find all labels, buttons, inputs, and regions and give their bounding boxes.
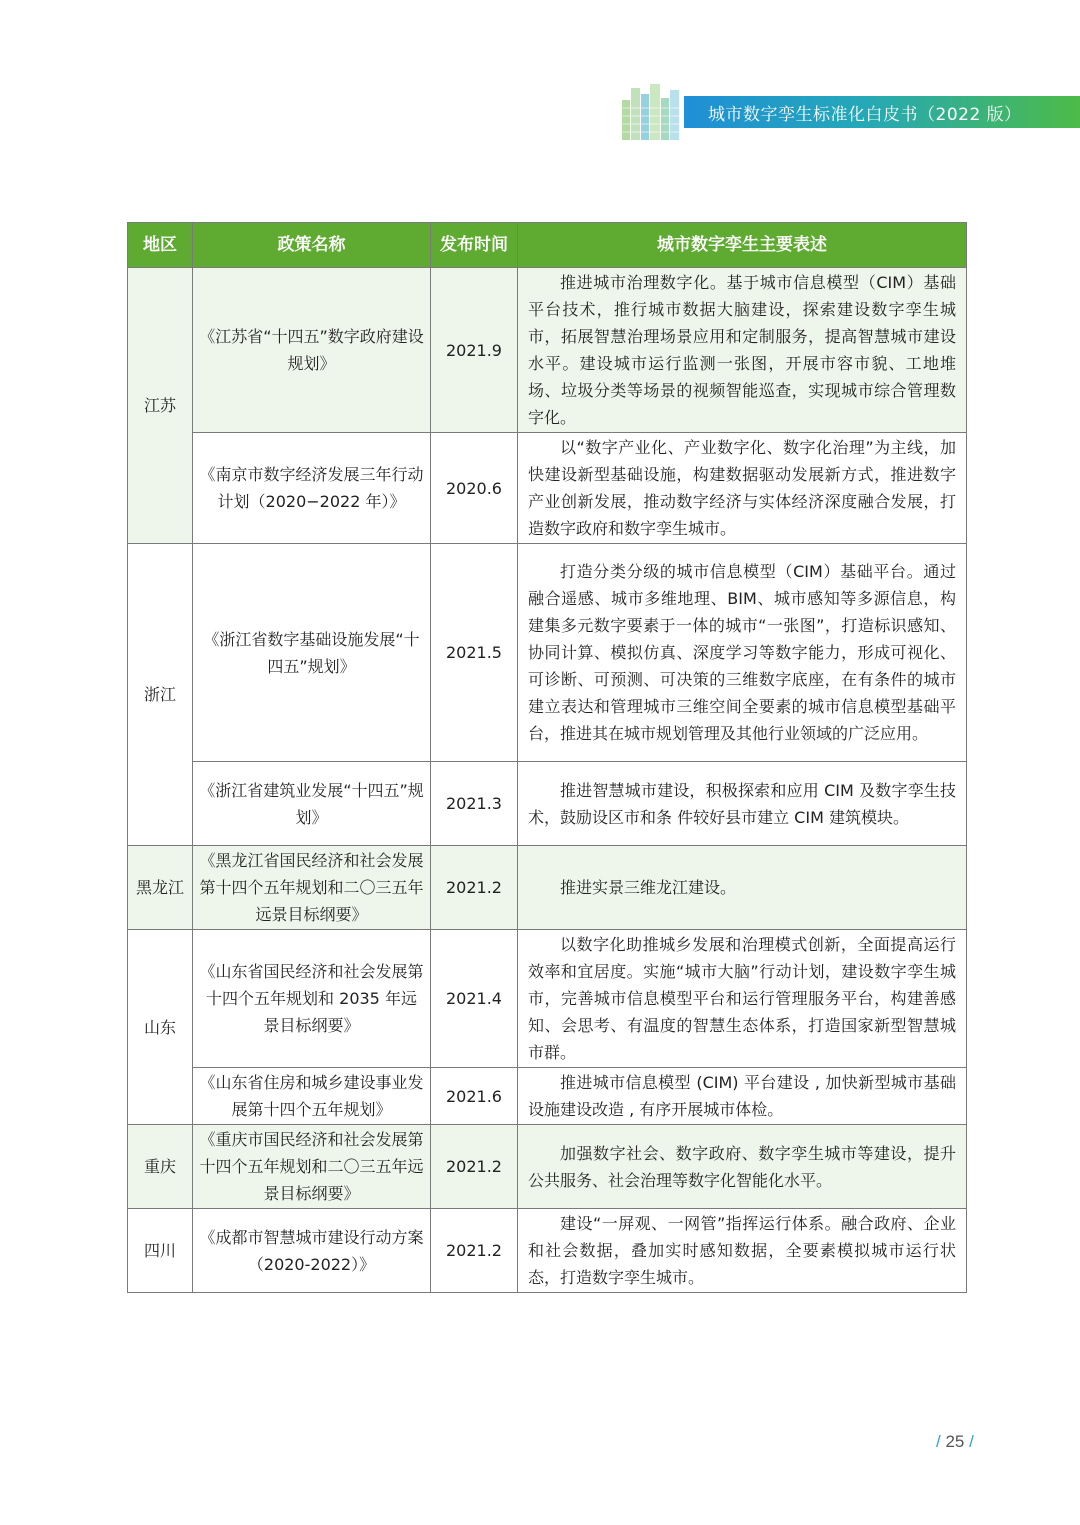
- release-date-cell: 2021.5: [431, 544, 518, 762]
- policy-name-cell: 《江苏省“十四五”数字政府建设规划》: [193, 268, 431, 433]
- description-text: 推进城市信息模型 (CIM) 平台建设 , 加快新型城市基础设施建设改造 , 有序开展城市体检。: [528, 1073, 956, 1119]
- description-cell: [518, 1068, 967, 1125]
- page-number: [936, 1432, 974, 1452]
- region-cell: 重庆: [128, 1125, 193, 1209]
- table-row: [128, 762, 967, 846]
- table-row: [128, 544, 967, 762]
- release-date-cell: 2020.6: [431, 433, 518, 544]
- table-row: [128, 930, 967, 1068]
- description-cell: [518, 433, 967, 544]
- header-policy-name: 政策名称: [193, 223, 431, 268]
- release-date-cell: 2021.2: [431, 1209, 518, 1293]
- page-slash-right: /: [969, 1432, 974, 1451]
- table-row: [128, 1209, 967, 1293]
- policy-name-cell: 《重庆市国民经济和社会发展第十四个五年规划和二〇三五年远景目标纲要》: [193, 1125, 431, 1209]
- description-text: 推进城市治理数字化。基于城市信息模型（CIM）基础平台技术，推行城市数据大脑建设，探索建设数字孪生城市，拓展智慧治理场景应用和定制服务，提高智慧城市建设水平。建设城市运行监测一张图，开展市容市貌、工地堆场、垃圾分类等场景的视频智能巡查，实现城市综合管理数字化。: [528, 273, 956, 427]
- region-cell: 黑龙江: [128, 846, 193, 930]
- description-text: 打造分类分级的城市信息模型（CIM）基础平台。通过融合遥感、城市多维地理、BIM、城市感知等多源信息，构建集多元数字要素于一体的城市“一张图”，打造标识感知、协同计算、模拟仿真、深度学习等数字能力，形成可视化、可诊断、可预测、可决策的三维数字底座，在有条件的城市建立表达和管理城市三维空间全要素的城市信息模型基础平台，推进其在城市规划管理及其他行业领域的广泛应用。: [528, 562, 956, 743]
- region-cell: 浙江: [128, 544, 193, 846]
- policy-name-cell: 《黑龙江省国民经济和社会发展第十四个五年规划和二〇三五年远景目标纲要》: [193, 846, 431, 930]
- description-cell: [518, 1209, 967, 1293]
- release-date-cell: 2021.4: [431, 930, 518, 1068]
- policy-name-cell: 《浙江省数字基础设施发展“十四五”规划》: [193, 544, 431, 762]
- table-row: [128, 268, 967, 433]
- city-buildings-icon: [620, 80, 690, 142]
- page-number-value: 25: [945, 1432, 965, 1451]
- header-region: 地区: [128, 223, 193, 268]
- release-date-cell: 2021.2: [431, 1125, 518, 1209]
- table-row: [128, 1125, 967, 1209]
- description-text: 以数字化助推城乡发展和治理模式创新，全面提高运行效率和宜居度。实施“城市大脑”行动计划，建设数字孪生城市，完善城市信息模型平台和运行管理服务平台，构建善感知、会思考、有温度的智慧生态体系，打造国家新型智慧城市群。: [528, 935, 956, 1062]
- description-text: 加强数字社会、数字政府、数字孪生城市等建设，提升公共服务、社会治理等数字化智能化水平。: [528, 1143, 956, 1190]
- policy-name-cell: 《山东省国民经济和社会发展第十四个五年规划和 2035 年远景目标纲要》: [193, 930, 431, 1068]
- header-banner: [620, 80, 1080, 142]
- table-row: [128, 433, 967, 544]
- description-text: 推进实景三维龙江建设。: [560, 878, 737, 897]
- header-description: 城市数字孪生主要表述: [518, 223, 967, 268]
- policy-name-cell: 《山东省住房和城乡建设事业发展第十四个五年规划》: [193, 1068, 431, 1125]
- policy-name-cell: 《南京市数字经济发展三年行动计划（2020−2022 年）》: [193, 433, 431, 544]
- description-cell: [518, 544, 967, 762]
- policy-table: [127, 222, 967, 1293]
- table-row: [128, 846, 967, 930]
- description-text: 推进智慧城市建设，积极探索和应用 CIM 及数字孪生技术，鼓励设区市和条 件较好县市建立 CIM 建筑模块。: [528, 780, 956, 827]
- region-cell: 山东: [128, 930, 193, 1125]
- table-header-row: [128, 223, 967, 268]
- description-cell: [518, 1125, 967, 1209]
- description-cell: [518, 846, 967, 930]
- description-cell: [518, 930, 967, 1068]
- document-title: 城市数字孪生标准化白皮书（2022 版）: [708, 105, 1022, 125]
- description-cell: [518, 762, 967, 846]
- policy-name-cell: 《成都市智慧城市建设行动方案（2020-2022）》: [193, 1209, 431, 1293]
- region-cell: 四川: [128, 1209, 193, 1293]
- table-row: [128, 1068, 967, 1125]
- header-release-date: 发布时间: [431, 223, 518, 268]
- description-text: 建设“一屏观、一网管”指挥运行体系。融合政府、企业和社会数据，叠加实时感知数据，全要素模拟城市运行状态，打造数字孪生城市。: [528, 1214, 956, 1287]
- description-text: 以“数字产业化、产业数字化、数字化治理”为主线，加快建设新型基础设施，构建数据驱动发展新方式，推进数字产业创新发展，推动数字经济与实体经济深度融合发展，打造数字政府和数字孪生城市。: [528, 438, 956, 538]
- release-date-cell: 2021.3: [431, 762, 518, 846]
- release-date-cell: 2021.6: [431, 1068, 518, 1125]
- description-cell: [518, 268, 967, 433]
- page-slash-left: /: [936, 1432, 941, 1451]
- release-date-cell: 2021.2: [431, 846, 518, 930]
- release-date-cell: 2021.9: [431, 268, 518, 433]
- region-cell: 江苏: [128, 268, 193, 544]
- banner-bar: [684, 96, 1080, 128]
- policy-name-cell: 《浙江省建筑业发展“十四五”规划》: [193, 762, 431, 846]
